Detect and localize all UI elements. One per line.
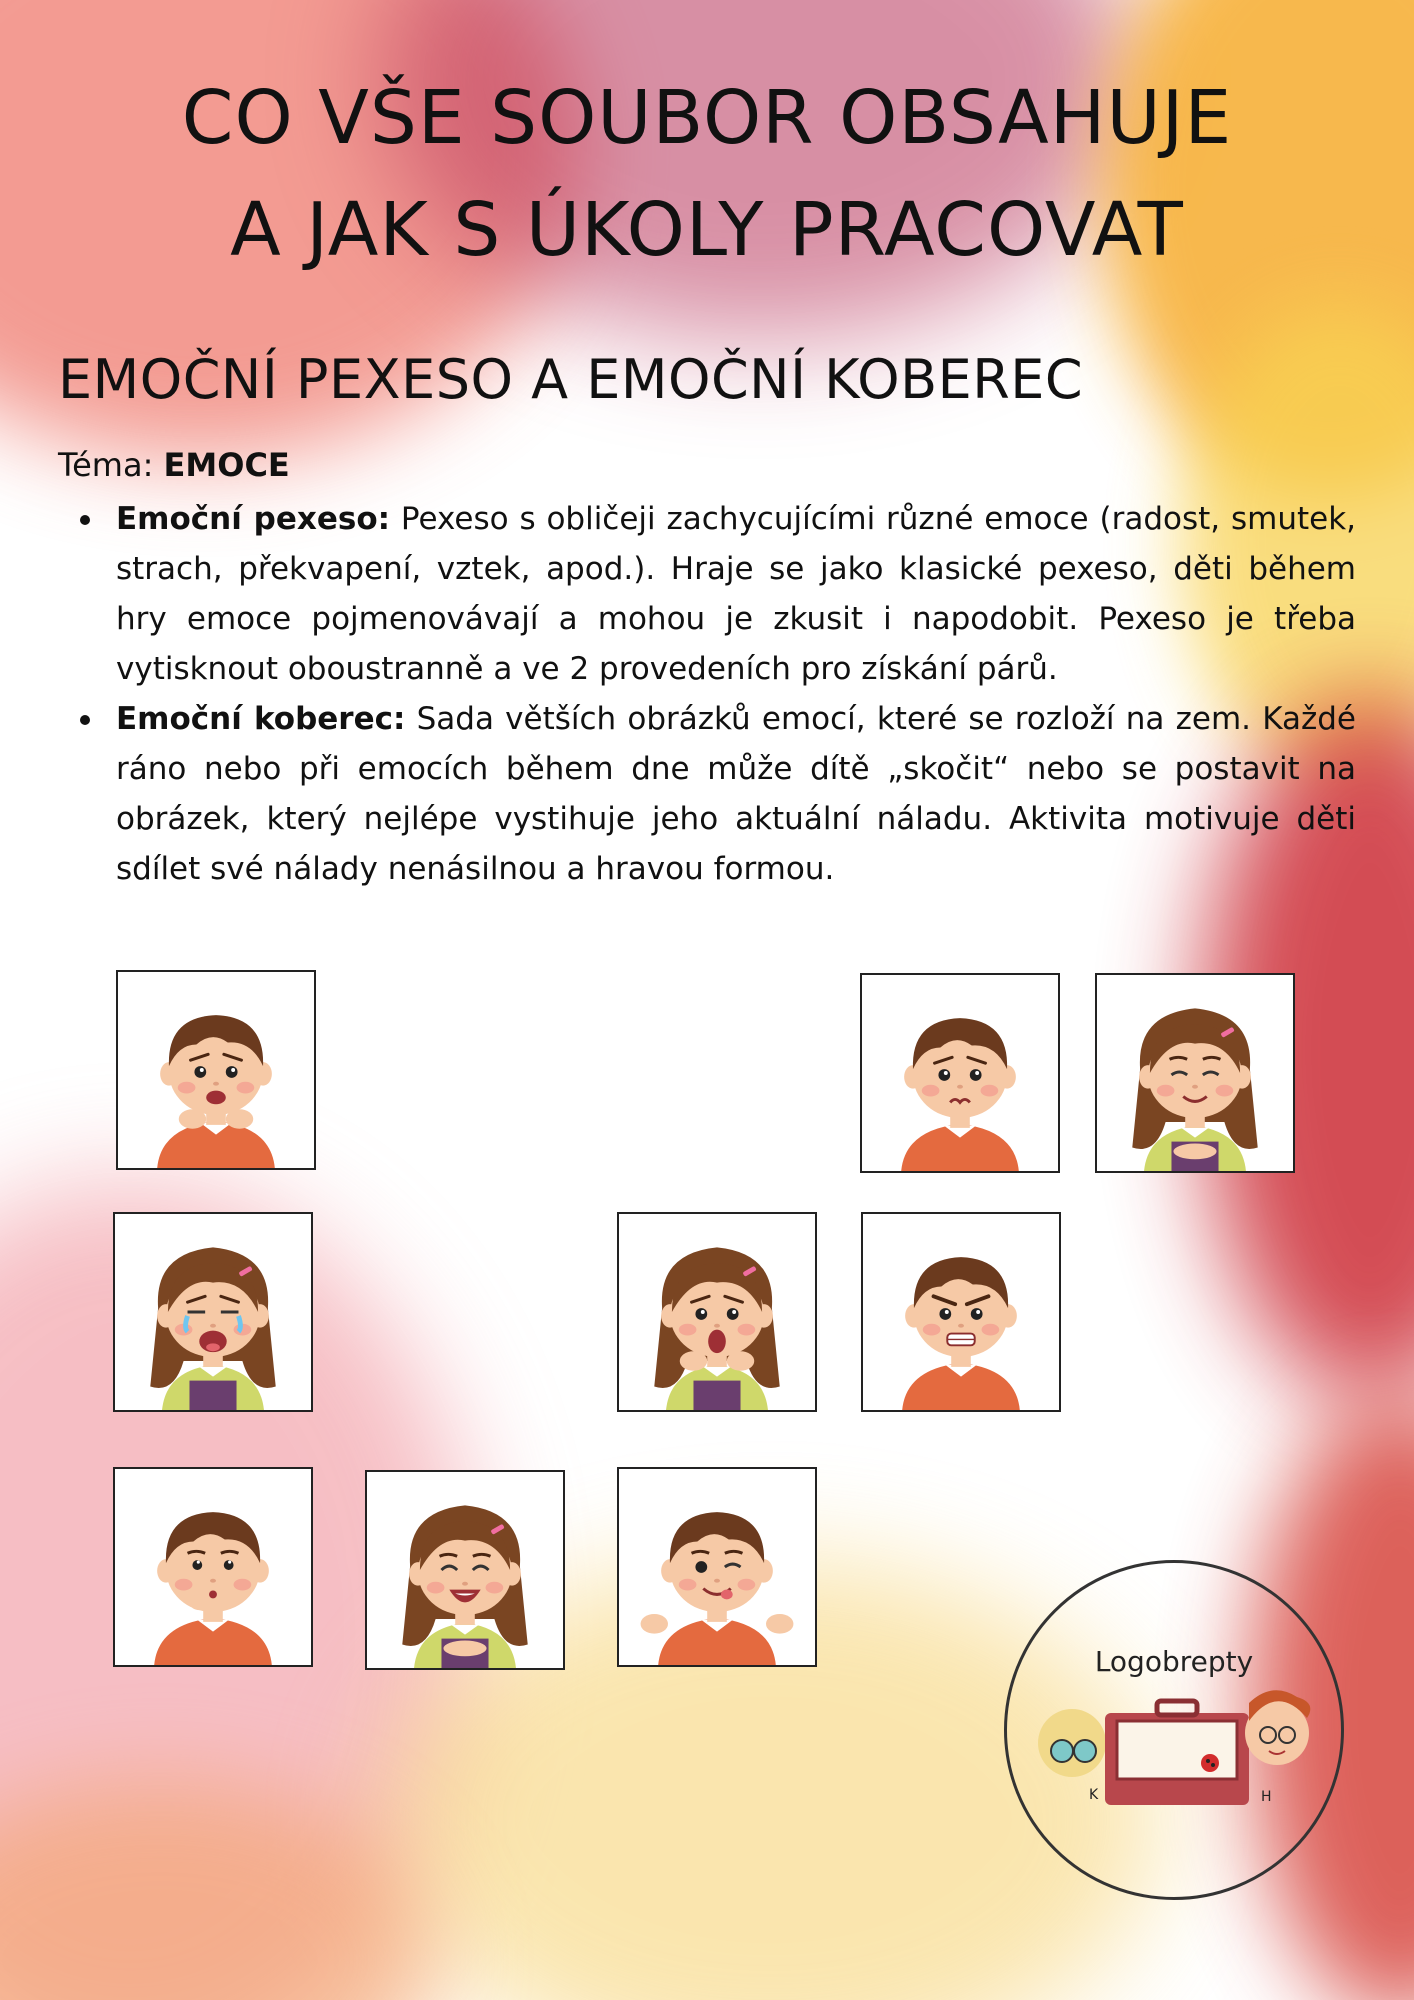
emotion-card-girl-happy xyxy=(1095,973,1295,1173)
emotion-card-girl-laughing xyxy=(365,1470,565,1670)
emotion-card-girl-scared xyxy=(617,1212,817,1412)
emotion-card-boy-sad xyxy=(860,973,1060,1173)
emotion-card-boy-thinking xyxy=(113,1467,313,1667)
logo-badge xyxy=(1004,1560,1344,1900)
logo-letter-k: K xyxy=(1089,1787,1099,1803)
emotion-card-boy-angry xyxy=(861,1212,1061,1412)
section-title: EMOČNÍ PEXESO A EMOČNÍ KOBEREC xyxy=(58,348,1084,411)
main-title-line-1: CO VŠE SOUBOR OBSAHUJE xyxy=(181,75,1233,161)
main-title-line-2: A JAK S ÚKOLY PRACOVAT xyxy=(230,187,1184,273)
emotion-card-boy-worried xyxy=(116,970,316,1170)
topic-line xyxy=(58,446,290,484)
suitcase-kids-icon xyxy=(1027,1673,1327,1823)
bullet-pexeso-text: Pexeso s obličeji zachycujícími různé emoce (radost, smutek, strach, překvapení, vztek, apod.). Hraje se jako klasické pexeso, děti během hry emoce pojmenovávají a mohou je zkusit i napodobit. Pexeso je třeba vytisknout oboustranně a ve 2 provedeních pro získání párů. xyxy=(116,501,1357,687)
main-title xyxy=(0,62,1414,286)
bullet-koberec-term: Emoční koberec: xyxy=(116,701,406,737)
bullet-koberec-text: Sada větších obrázků emocí, které se rozloží na zem. Každé ráno nebo při emocích během dne může dítě „skočit“ nebo se postavit na obrázek, který nejlépe vystihuje jeho aktuální náladu. Aktivita motivuje děti sdílet své nálady nenásilnou a hravou formou. xyxy=(116,701,1356,887)
logo-text: Logobrepty xyxy=(1094,1645,1254,1678)
logo-letter-h: H xyxy=(1261,1789,1272,1805)
description-list xyxy=(116,494,1356,894)
topic-value: EMOCE xyxy=(163,446,290,484)
bullet-koberec xyxy=(116,694,1356,894)
emotion-card-girl-crying xyxy=(113,1212,313,1412)
bullet-pexeso-term: Emoční pexeso: xyxy=(116,501,391,537)
emotion-card-boy-playful xyxy=(617,1467,817,1667)
bullet-pexeso xyxy=(116,494,1356,694)
topic-label: Téma: xyxy=(58,446,154,484)
